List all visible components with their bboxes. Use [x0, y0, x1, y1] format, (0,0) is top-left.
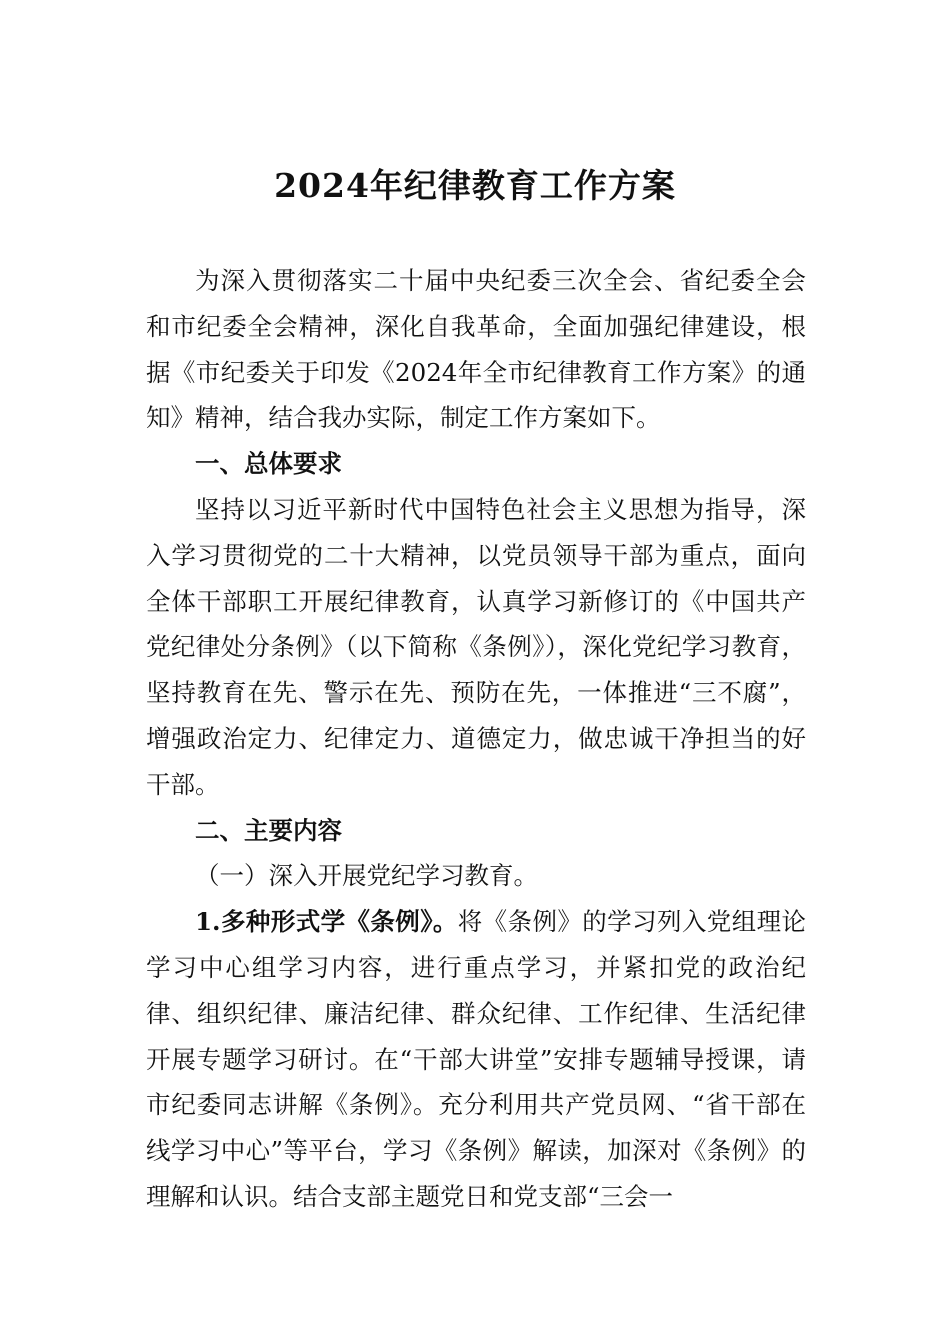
item-lead-text: 1.多种形式学《条例》。 — [195, 907, 458, 937]
section-paragraph-overall-requirements: 坚持以习近平新时代中国特色社会主义思想为指导，深入学习贯彻党的二十大精神，以党员领导干部为重点，面向全体干部职工开展纪律教育，认真学习新修订的《中国共产党纪律处分条例》（以下简称《条例》），深化党纪学习教育，坚持教育在先、警示在先、预防在先，一体推进“三不腐”，增强政治定力、纪律定力、道德定力，做忠诚干净担当的好干部。 — [146, 494, 806, 799]
document-title: 2024年纪律教育工作方案 — [274, 166, 676, 205]
section-heading-overall-requirements: 一、总体要求 — [195, 449, 342, 479]
document-body — [146, 258, 806, 1220]
item-body-text: 将《条例》的学习列入党组理论学习中心组学习内容，进行重点学习，并紧扣党的政治纪律、组织纪律、廉洁纪律、群众纪律、工作纪律、生活纪律开展专题学习研讨。在“干部大讲堂”安排专题辅导授课，请市纪委同志讲解《条例》。充分利用共产党员网、“省干部在线学习中心”等平台，学习《条例》解读，加深对《条例》的理解和认识。结合支部主题党日和党支部“三会一 — [146, 907, 807, 1211]
section-heading-main-content: 二、主要内容 — [195, 815, 342, 845]
item-paragraph-study-regulations — [146, 899, 806, 1220]
intro-paragraph: 为深入贯彻落实二十届中央纪委三次全会、省纪委全会和市纪委全会精神，深化自我革命，全面加强纪律建设，根据《市纪委关于印发《2024年全市纪律教育工作方案》的通知》精神，结合我办实际，制定工作方案如下。 — [146, 266, 806, 433]
subsection-heading-discipline-study: （一）深入开展党纪学习教育。 — [195, 861, 538, 891]
